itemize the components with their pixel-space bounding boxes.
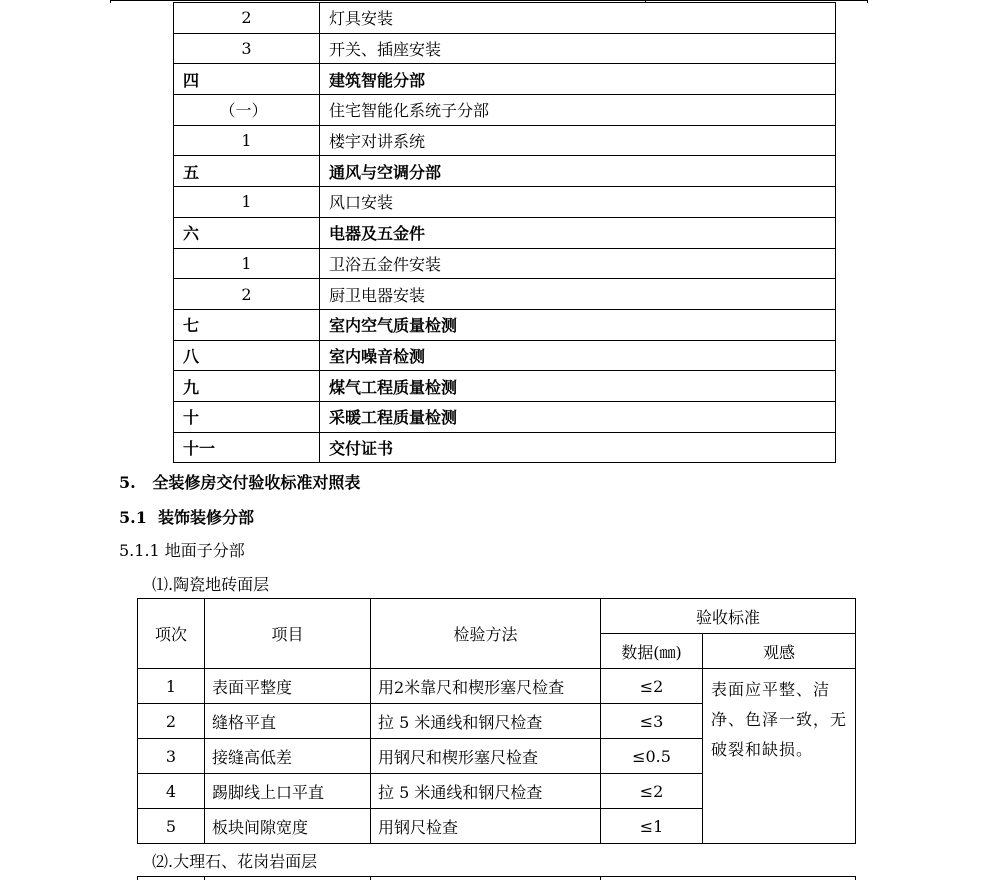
row-name: 建筑智能分部: [320, 64, 836, 95]
next-table-divider: [137, 876, 138, 880]
table-row: [174, 187, 836, 218]
row-name: 开关、插座安装: [320, 33, 836, 64]
cell-item: 表面平整度: [205, 669, 371, 704]
row-name: 采暖工程质量检测: [320, 401, 836, 432]
row-number: 1: [174, 187, 320, 218]
cell-data: ≤1: [601, 809, 703, 844]
row-name: 厨卫电器安装: [320, 279, 836, 310]
row-number: 五: [174, 156, 320, 187]
next-table-divider: [600, 876, 601, 880]
row-number: 六: [174, 217, 320, 248]
table-row: [174, 217, 836, 248]
table-row: [174, 340, 836, 371]
table-row: [174, 95, 836, 126]
cell-item: 缝格平直: [205, 704, 371, 739]
table-row: [174, 248, 836, 279]
row-number: 3: [174, 33, 320, 64]
header-standard: 验收标准: [601, 599, 856, 634]
section-heading-5-1-1: 5.1.1 地面子分部: [119, 541, 245, 560]
inspection-items-table: [173, 2, 836, 463]
row-name: 交付证书: [320, 432, 836, 463]
row-name: 室内空气质量检测: [320, 309, 836, 340]
cell-data: ≤0.5: [601, 739, 703, 774]
cell-index: 1: [138, 669, 205, 704]
table-row: [174, 371, 836, 402]
cell-item: 踢脚线上口平直: [205, 774, 371, 809]
row-name: 风口安装: [320, 187, 836, 218]
cell-data: ≤2: [601, 774, 703, 809]
ceramic-tile-acceptance-table: [137, 598, 856, 844]
table-row: [174, 33, 836, 64]
table-row: [174, 3, 836, 34]
row-number: [174, 95, 320, 126]
row-number: 十: [174, 401, 320, 432]
table-header-row: [138, 599, 856, 634]
row-number: 九: [174, 371, 320, 402]
subsection-ceramic-tile: ⑴.陶瓷地砖面层: [152, 575, 270, 594]
row-number: 十一: [174, 432, 320, 463]
table-row: [138, 669, 856, 704]
table-row: [174, 64, 836, 95]
next-table-divider: [370, 876, 371, 880]
row-number: 1: [174, 248, 320, 279]
cell-index: 4: [138, 774, 205, 809]
row-number: 2: [174, 3, 320, 34]
cell-method: 用钢尺检查: [371, 809, 601, 844]
cell-method: 用2米靠尺和楔形塞尺检查: [371, 669, 601, 704]
cell-appearance: 表面应平整、洁净、色泽一致，无破裂和缺损。: [703, 669, 856, 844]
previous-table-divider: [867, 0, 868, 3]
next-table-border: [137, 876, 855, 881]
cell-data: ≤2: [601, 669, 703, 704]
row-number: 1: [174, 125, 320, 156]
cell-method: 用钢尺和楔形塞尺检查: [371, 739, 601, 774]
next-table-divider: [855, 876, 856, 880]
row-name: 电器及五金件: [320, 217, 836, 248]
section-heading-5: 5. 全装修房交付验收标准对照表: [119, 473, 361, 492]
row-number: 七: [174, 309, 320, 340]
row-number: 2: [174, 279, 320, 310]
table-row: [174, 156, 836, 187]
row-name: 灯具安装: [320, 3, 836, 34]
cell-method: 拉 5 米通线和钢尺检查: [371, 774, 601, 809]
cell-method: 拉 5 米通线和钢尺检查: [371, 704, 601, 739]
row-name: 室内噪音检测: [320, 340, 836, 371]
table-row: [174, 401, 836, 432]
row-name: 通风与空调分部: [320, 156, 836, 187]
header-item: 项目: [205, 599, 371, 669]
subsection-marble-granite: ⑵.大理石、花岗岩面层: [152, 852, 318, 871]
row-name: 煤气工程质量检测: [320, 371, 836, 402]
cell-item: 接缝高低差: [205, 739, 371, 774]
cell-item: 板块间隙宽度: [205, 809, 371, 844]
row-name: 住宅智能化系统子分部: [320, 95, 836, 126]
table-row: [174, 279, 836, 310]
table-row: [174, 309, 836, 340]
next-table-divider: [204, 876, 205, 880]
cell-index: 5: [138, 809, 205, 844]
header-data: 数据(㎜): [601, 634, 703, 669]
cell-index: 2: [138, 704, 205, 739]
row-number-text: （一）: [219, 101, 268, 121]
table-row: [174, 432, 836, 463]
previous-table-border: [110, 0, 867, 1]
cell-data: ≤3: [601, 704, 703, 739]
header-index: 项次: [138, 599, 205, 669]
row-name: 楼宇对讲系统: [320, 125, 836, 156]
row-number: 四: [174, 64, 320, 95]
row-number: 八: [174, 340, 320, 371]
header-appearance: 观感: [703, 634, 856, 669]
section-heading-5-1: 5.1 装饰装修分部: [119, 508, 254, 527]
table-row: [174, 125, 836, 156]
row-name: 卫浴五金件安装: [320, 248, 836, 279]
header-method: 检验方法: [371, 599, 601, 669]
cell-index: 3: [138, 739, 205, 774]
previous-table-divider: [110, 0, 111, 3]
